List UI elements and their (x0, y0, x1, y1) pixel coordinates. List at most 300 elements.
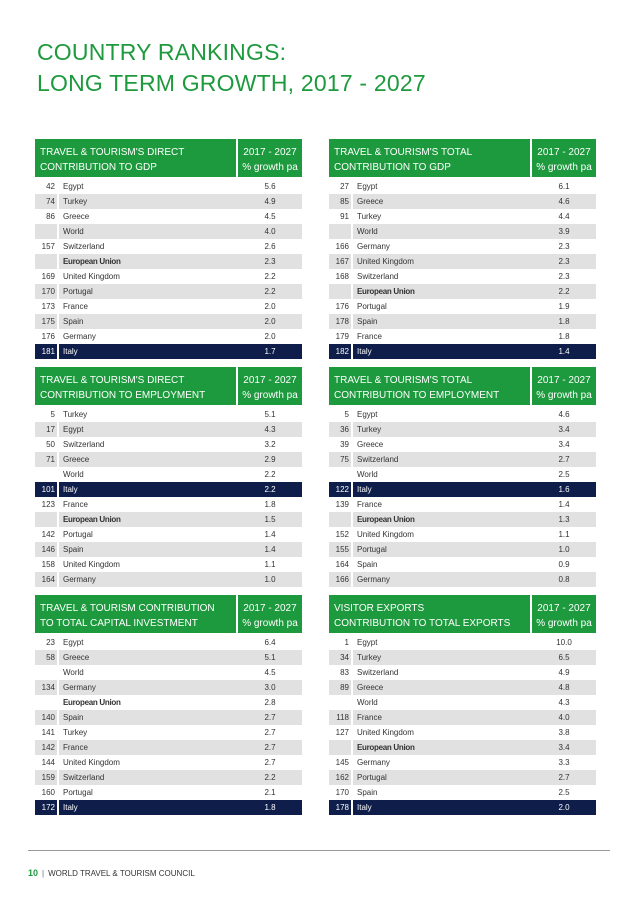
table-period-header (238, 139, 302, 177)
table-period-header (532, 595, 596, 633)
row-rank: 145 (335, 758, 349, 767)
row-value: 2.7 (558, 773, 570, 782)
row-country: Spain (63, 713, 84, 722)
table-row (35, 269, 302, 284)
row-country: European Union (63, 257, 121, 266)
row-rank: 34 (340, 653, 349, 662)
row-value: 6.5 (558, 653, 570, 662)
table-row (329, 284, 596, 299)
row-value: 2.0 (264, 332, 276, 341)
table-direct-employment (35, 367, 302, 587)
table-total-gdp (329, 139, 596, 359)
table-row (329, 710, 596, 725)
row-value: 2.1 (264, 788, 276, 797)
row-country: Greece (357, 440, 384, 449)
row-value: 4.8 (558, 683, 570, 692)
row-country: Egypt (357, 182, 378, 191)
row-country: Italy (357, 803, 372, 812)
footer-divider (28, 850, 610, 851)
table-period-header (238, 367, 302, 405)
table-period: 2017 - 2027 (537, 147, 591, 158)
row-rank: 17 (46, 425, 55, 434)
row-value: 4.0 (264, 227, 276, 236)
row-value: 2.6 (264, 242, 276, 251)
table-row (329, 437, 596, 452)
row-rank: 176 (41, 332, 55, 341)
table-row (35, 329, 302, 344)
table-row (35, 497, 302, 512)
table-header-label (329, 139, 532, 177)
table-row (35, 710, 302, 725)
row-country: Italy (63, 485, 78, 494)
table-row (329, 572, 596, 587)
row-rank: 39 (340, 440, 349, 449)
row-country: France (63, 743, 88, 752)
row-country: European Union (357, 515, 415, 524)
row-rank: 181 (41, 347, 55, 356)
table-period: 2017 - 2027 (537, 375, 591, 386)
row-country: Switzerland (357, 668, 399, 677)
row-rank: 74 (46, 197, 55, 206)
row-rank: 75 (340, 455, 349, 464)
table-body (35, 635, 302, 815)
table-row (35, 785, 302, 800)
row-value: 10.0 (556, 638, 572, 647)
footer (28, 868, 195, 878)
row-rank: 86 (46, 212, 55, 221)
row-country: European Union (63, 515, 121, 524)
table-row (329, 179, 596, 194)
row-country: United Kingdom (63, 272, 120, 281)
table-row (329, 407, 596, 422)
row-country: Germany (357, 575, 390, 584)
row-value: 2.2 (264, 287, 276, 296)
table-row (329, 239, 596, 254)
table-period: 2017 - 2027 (537, 603, 591, 614)
row-value: 1.5 (264, 515, 276, 524)
table-header (35, 367, 302, 405)
table-row (329, 725, 596, 740)
row-country: Turkey (357, 212, 382, 221)
row-rank: 23 (46, 638, 55, 647)
table-header-line-2: TO TOTAL CAPITAL INVESTMENT (40, 618, 198, 629)
row-value: 2.7 (264, 743, 276, 752)
row-rank: 71 (46, 455, 55, 464)
row-value: 1.0 (264, 575, 276, 584)
row-value: 3.4 (558, 425, 570, 434)
row-country: Germany (63, 332, 96, 341)
table-row (35, 650, 302, 665)
table-row (329, 224, 596, 239)
table-row (35, 557, 302, 572)
page-number: 10 (28, 868, 39, 878)
row-value: 2.5 (558, 788, 570, 797)
row-value: 4.4 (558, 212, 570, 221)
row-country: Italy (357, 485, 372, 494)
row-value: 4.3 (558, 698, 570, 707)
table-unit: % growth pa (242, 162, 298, 173)
row-rank: 170 (41, 287, 55, 296)
table-body (329, 407, 596, 587)
table-row (329, 680, 596, 695)
table-header-label (35, 139, 238, 177)
row-country: World (63, 668, 84, 677)
table-unit: % growth pa (242, 618, 298, 629)
row-value: 4.6 (558, 197, 570, 206)
row-country: Portugal (63, 788, 93, 797)
row-value: 2.7 (264, 728, 276, 737)
row-country: European Union (357, 743, 415, 752)
table-visitor-exports (329, 595, 596, 815)
row-value: 2.8 (264, 698, 276, 707)
row-value: 2.7 (264, 758, 276, 767)
row-country: World (63, 470, 84, 479)
row-country: Turkey (357, 653, 382, 662)
row-rank: 140 (41, 713, 55, 722)
row-rank: 101 (41, 485, 55, 494)
table-period-header (238, 595, 302, 633)
row-value: 1.9 (558, 302, 570, 311)
row-rank: 146 (41, 545, 55, 554)
row-value: 4.9 (264, 197, 276, 206)
table-header-label (35, 367, 238, 405)
table-row (35, 482, 302, 497)
row-country: United Kingdom (63, 560, 120, 569)
row-value: 2.2 (558, 287, 570, 296)
table-header-line-2: CONTRIBUTION TO GDP (334, 162, 451, 173)
table-row (35, 527, 302, 542)
table-header-line-1: TRAVEL & TOURISM'S DIRECT (40, 147, 185, 158)
row-country: Portugal (357, 773, 387, 782)
table-row (329, 512, 596, 527)
row-value: 2.7 (558, 455, 570, 464)
table-row (35, 695, 302, 710)
row-country: Germany (63, 575, 96, 584)
row-country: Switzerland (357, 455, 399, 464)
table-header (329, 595, 596, 633)
table-header-line-1: TRAVEL & TOURISM CONTRIBUTION (40, 603, 215, 614)
table-header-label (329, 367, 532, 405)
row-country: European Union (63, 698, 121, 707)
table-row (329, 314, 596, 329)
table-row (329, 650, 596, 665)
row-rank: 178 (335, 317, 349, 326)
table-row (35, 725, 302, 740)
row-value: 1.6 (558, 485, 570, 494)
table-period: 2017 - 2027 (243, 603, 297, 614)
row-country: Portugal (63, 287, 93, 296)
row-value: 3.9 (558, 227, 570, 236)
table-row (329, 452, 596, 467)
table-header (35, 139, 302, 177)
row-value: 2.2 (264, 773, 276, 782)
table-row (35, 437, 302, 452)
row-country: United Kingdom (357, 257, 414, 266)
row-value: 1.4 (264, 545, 276, 554)
row-rank: 142 (41, 743, 55, 752)
row-value: 0.8 (558, 575, 570, 584)
row-country: France (63, 500, 88, 509)
row-value: 2.3 (558, 242, 570, 251)
table-row (35, 344, 302, 359)
row-country: Egypt (63, 182, 84, 191)
table-row (329, 665, 596, 680)
table-row (35, 314, 302, 329)
table-row (329, 740, 596, 755)
table-row (329, 800, 596, 815)
table-period: 2017 - 2027 (243, 375, 297, 386)
table-header-line-1: VISITOR EXPORTS (334, 603, 425, 614)
row-value: 2.2 (264, 470, 276, 479)
table-row (329, 557, 596, 572)
row-rank: 162 (335, 773, 349, 782)
row-value: 3.4 (558, 743, 570, 752)
row-value: 2.5 (558, 470, 570, 479)
row-value: 6.1 (558, 182, 570, 191)
table-header (35, 595, 302, 633)
row-rank: 170 (335, 788, 349, 797)
row-value: 2.0 (558, 803, 570, 812)
row-value: 3.3 (558, 758, 570, 767)
row-country: World (357, 227, 378, 236)
row-country: Switzerland (357, 272, 399, 281)
row-value: 1.1 (264, 560, 276, 569)
table-row (35, 770, 302, 785)
table-header-line-2: CONTRIBUTION TO EMPLOYMENT (334, 390, 500, 401)
row-country: Switzerland (63, 773, 105, 782)
table-row (329, 329, 596, 344)
row-rank: 134 (41, 683, 55, 692)
table-unit: % growth pa (242, 390, 298, 401)
row-country: Greece (63, 212, 90, 221)
table-period-header (532, 139, 596, 177)
table-row (35, 224, 302, 239)
row-value: 4.6 (558, 410, 570, 419)
row-country: Egypt (357, 638, 378, 647)
row-rank: 168 (335, 272, 349, 281)
row-value: 1.1 (558, 530, 570, 539)
row-country: France (63, 302, 88, 311)
row-rank: 155 (335, 545, 349, 554)
row-rank: 166 (335, 242, 349, 251)
row-rank: 176 (335, 302, 349, 311)
row-value: 3.4 (558, 440, 570, 449)
row-rank: 178 (335, 803, 349, 812)
row-rank: 141 (41, 728, 55, 737)
row-value: 1.8 (558, 332, 570, 341)
row-country: Switzerland (63, 242, 105, 251)
table-row (329, 422, 596, 437)
row-rank: 1 (344, 638, 349, 647)
table-header-line-2: CONTRIBUTION TO GDP (40, 162, 157, 173)
row-value: 2.2 (264, 485, 276, 494)
row-country: Italy (357, 347, 372, 356)
row-value: 1.8 (558, 317, 570, 326)
table-header-label (35, 595, 238, 633)
row-value: 2.3 (264, 257, 276, 266)
table-period-header (532, 367, 596, 405)
row-country: Greece (357, 683, 384, 692)
footer-organization: WORLD TRAVEL & TOURISM COUNCIL (48, 869, 195, 878)
table-body (35, 407, 302, 587)
page-title-line-2: LONG TERM GROWTH, 2017 - 2027 (37, 70, 426, 96)
table-row (329, 785, 596, 800)
table-row (329, 770, 596, 785)
table-row (329, 695, 596, 710)
table-row (329, 254, 596, 269)
table-row (329, 209, 596, 224)
row-country: Spain (63, 545, 84, 554)
table-row (35, 800, 302, 815)
table-row (329, 269, 596, 284)
table-header (329, 367, 596, 405)
table-row (329, 194, 596, 209)
row-value: 6.4 (264, 638, 276, 647)
row-rank: 167 (335, 257, 349, 266)
row-value: 4.5 (264, 212, 276, 221)
row-value: 2.9 (264, 455, 276, 464)
row-rank: 122 (335, 485, 349, 494)
row-country: Egypt (63, 425, 84, 434)
table-total-employment (329, 367, 596, 587)
row-country: Germany (357, 758, 390, 767)
row-value: 2.2 (264, 272, 276, 281)
table-header-line-2: CONTRIBUTION TO EMPLOYMENT (40, 390, 206, 401)
row-rank: 5 (50, 410, 55, 419)
row-country: Germany (63, 683, 96, 692)
row-country: Portugal (357, 302, 387, 311)
table-row (329, 527, 596, 542)
table-row (35, 467, 302, 482)
row-rank: 152 (335, 530, 349, 539)
row-rank: 27 (340, 182, 349, 191)
row-country: World (357, 698, 378, 707)
table-header-line-1: TRAVEL & TOURISM'S TOTAL (334, 375, 473, 386)
table-row (35, 299, 302, 314)
row-rank: 166 (335, 575, 349, 584)
row-rank: 158 (41, 560, 55, 569)
row-rank: 144 (41, 758, 55, 767)
row-value: 1.4 (264, 530, 276, 539)
row-value: 5.6 (264, 182, 276, 191)
table-row (35, 407, 302, 422)
table-unit: % growth pa (536, 618, 592, 629)
row-country: World (357, 470, 378, 479)
row-rank: 179 (335, 332, 349, 341)
table-row (35, 239, 302, 254)
row-country: Spain (357, 317, 378, 326)
row-country: Turkey (63, 728, 88, 737)
row-country: Egypt (357, 410, 378, 419)
table-row (35, 680, 302, 695)
row-value: 2.3 (558, 257, 570, 266)
row-country: Portugal (63, 530, 93, 539)
row-rank: 172 (41, 803, 55, 812)
row-rank: 89 (340, 683, 349, 692)
row-rank: 127 (335, 728, 349, 737)
row-value: 1.7 (264, 347, 276, 356)
row-rank: 139 (335, 500, 349, 509)
table-header-line-1: TRAVEL & TOURISM'S DIRECT (40, 375, 185, 386)
table-row (329, 482, 596, 497)
row-rank: 160 (41, 788, 55, 797)
table-period: 2017 - 2027 (243, 147, 297, 158)
row-country: France (357, 332, 382, 341)
row-rank: 164 (335, 560, 349, 569)
row-rank: 123 (41, 500, 55, 509)
row-value: 5.1 (264, 653, 276, 662)
row-rank: 36 (340, 425, 349, 434)
row-country: Turkey (357, 425, 382, 434)
row-country: Greece (357, 197, 384, 206)
row-value: 1.4 (558, 347, 570, 356)
table-row (329, 755, 596, 770)
table-row (35, 755, 302, 770)
table-row (35, 422, 302, 437)
row-rank: 91 (340, 212, 349, 221)
row-rank: 173 (41, 302, 55, 311)
row-country: Switzerland (63, 440, 105, 449)
row-country: Spain (357, 560, 378, 569)
row-rank: 159 (41, 773, 55, 782)
table-body (35, 179, 302, 359)
row-rank: 50 (46, 440, 55, 449)
row-rank: 118 (336, 713, 349, 722)
table-body (329, 179, 596, 359)
table-unit: % growth pa (536, 390, 592, 401)
row-rank: 169 (41, 272, 55, 281)
row-value: 2.3 (558, 272, 570, 281)
row-value: 1.0 (558, 545, 570, 554)
table-row (35, 635, 302, 650)
table-header-label (329, 595, 532, 633)
row-value: 1.8 (264, 500, 276, 509)
table-row (329, 635, 596, 650)
row-country: World (63, 227, 84, 236)
table-row (35, 572, 302, 587)
page-title (37, 37, 597, 99)
row-country: Egypt (63, 638, 84, 647)
table-row (35, 665, 302, 680)
table-body (329, 635, 596, 815)
table-row (35, 254, 302, 269)
row-country: Spain (357, 788, 378, 797)
table-header (329, 139, 596, 177)
row-value: 3.8 (558, 728, 570, 737)
footer-separator: | (42, 869, 45, 878)
table-direct-gdp (35, 139, 302, 359)
row-rank: 58 (46, 653, 55, 662)
row-country: Portugal (357, 545, 387, 554)
table-row (35, 740, 302, 755)
row-rank: 5 (344, 410, 349, 419)
row-value: 1.4 (558, 500, 570, 509)
row-value: 1.8 (264, 803, 276, 812)
row-rank: 142 (41, 530, 55, 539)
row-country: Italy (63, 803, 78, 812)
table-header-line-2: CONTRIBUTION TO TOTAL EXPORTS (334, 618, 511, 629)
table-row (329, 497, 596, 512)
row-country: France (357, 713, 382, 722)
row-value: 3.0 (264, 683, 276, 692)
table-row (329, 467, 596, 482)
row-rank: 157 (41, 242, 55, 251)
table-row (35, 512, 302, 527)
table-unit: % growth pa (536, 162, 592, 173)
table-row (329, 299, 596, 314)
row-value: 5.1 (264, 410, 276, 419)
row-rank: 182 (335, 347, 349, 356)
